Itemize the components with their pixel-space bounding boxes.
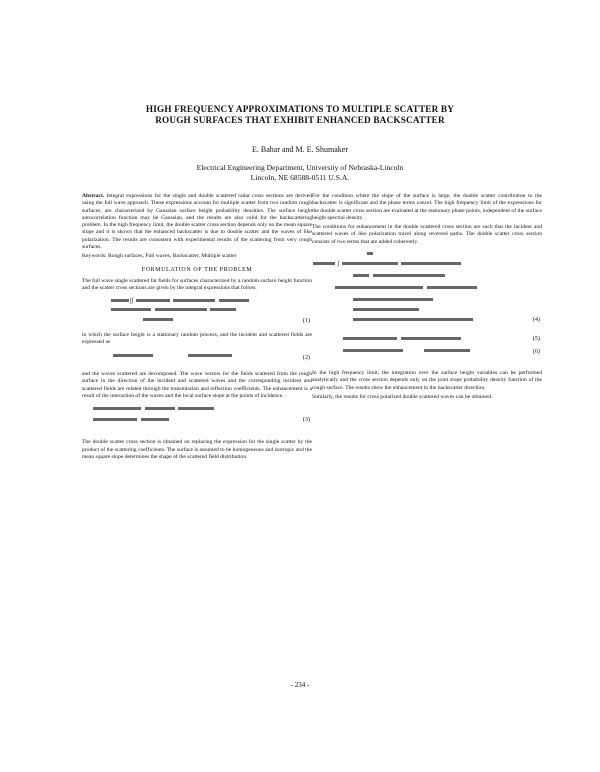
section-heading: FORMULATION OF THE PROBLEM <box>141 266 253 273</box>
keywords: Keywords: Rough surfaces, Full waves, Backscatter, Multiple scatter <box>82 253 237 260</box>
right-paragraph-4: Similarly, the results for cross polarized double scattered waves can be obtained. <box>312 393 493 400</box>
equation-1-line-3 <box>142 316 174 323</box>
left-paragraph-3: and the waves scattered are decomposed. The wave vectors for the fields scattered from the rough surface in the direction of the incident and scattered waves and the corresponding incident and scattered fields are related through the transmission and reflection coefficients. The enhancement is a result of the interaction of the waves and the local surface slope at the points of incidence. <box>82 371 312 400</box>
equation-5-line-2 <box>342 347 471 354</box>
affiliation-line-1: Electrical Engineering Department, University of Nebraska-Lincoln <box>196 163 404 172</box>
left-column <box>82 193 312 463</box>
title-line-1: HIGH FREQUENCY APPROXIMATIONS TO MULTIPLE SCATTER BY <box>145 104 455 114</box>
right-paragraph-1: For the condition where the slope of the surface is large, the double scatter contribution to the backscatter is significant and the phase terms cancel. The high frequency limit of the expressions for the double scatter cross section are evaluated at the stationary phase points, independent of the surface height spectral density. <box>312 193 542 221</box>
equation-4-line-7 <box>352 316 474 323</box>
equation-4-line-1 <box>366 250 374 257</box>
title-line-2: ROUGH SURFACES THAT EXHIBIT ENHANCED BACKSCATTER <box>155 115 445 125</box>
equation-5 <box>312 333 542 367</box>
equation-4-line-4 <box>334 284 478 291</box>
right-paragraph-2: The conditions for enhancement in the double scattered cross section are such that the incident and scattered waves of like polarization travel along reversed paths. The double scatter cross section consists of two terms that are added coherently. <box>312 224 542 245</box>
equation-1 <box>82 295 312 329</box>
equation-5-number: (5) <box>532 335 540 343</box>
equation-1-line-1: ∫∫ <box>110 297 250 304</box>
affiliation-line-2: Lincoln, NE 68588-0511 U.S.A. <box>250 173 350 182</box>
abstract <box>82 193 312 251</box>
right-column <box>312 193 542 403</box>
equation-1-number: (1) <box>302 316 310 324</box>
left-paragraph-1: The full wave single scattered far fields for surfaces characterized by a random surface height function and the scatter cross sections are given by the integral expressions that follow. <box>82 277 312 292</box>
abstract-label: Abstract. <box>82 193 105 199</box>
equation-2 <box>82 348 312 368</box>
equation-4-line-6 <box>352 306 420 313</box>
equation-2-body <box>112 352 233 359</box>
equation-3-line-2 <box>92 416 170 423</box>
equation-4-line-2: ∫ <box>312 260 462 267</box>
paper-title <box>110 104 490 126</box>
left-paragraph-4: The double scatter cross section is obtained on replacing the expression for the single scatter by the product of the scattering coefficients. The surface is assumed to be homogeneous and isotropic and the mean square slope determines the shape of the scattered field distribution. <box>82 439 312 460</box>
affiliation <box>150 163 450 183</box>
equation-5-line-1 <box>342 335 462 342</box>
equation-6-number: (6) <box>532 348 540 356</box>
left-paragraph-2: in which the surface height is a stationary random process, and the incident and scattered fields are expressed as <box>82 331 312 345</box>
author-list: E. Bahar and M. E. Shumaker <box>252 145 348 154</box>
page-number: - 234 - <box>290 681 310 689</box>
equation-4-line-3 <box>352 272 446 279</box>
equation-1-line-2 <box>110 306 237 313</box>
equation-3 <box>82 402 312 436</box>
equation-2-number: (2) <box>302 354 310 362</box>
abstract-text: Integral expressions for the single and double scattered radar cross sections are derived using the full wave approach. These expressions account for multiple scatter from two random rough surfaces, are characterized by Gaussian surface height probability densities. The surface height autocorrelation function may be Gaussian, and the results are also valid for the backscattering problem. In the high frequency limit, the double scatter cross section depends only on the mean square slope and it is shown that the enhanced backscatter is due to double scatter and the waves of like polarization. The results are consistent with experimental results of the scattering from very rough surfaces. <box>82 193 312 251</box>
equation-4 <box>312 248 542 330</box>
equation-3-line-1 <box>92 405 215 412</box>
right-paragraph-3: In the high frequency limit, the integration over the surface height variables can be performed analytically and the cross section depends only on the joint slope probability density function of the rough surface. The results show the enhancement in the backscatter direction. <box>312 370 542 391</box>
equation-3-number: (3) <box>302 416 310 424</box>
equation-4-line-5 <box>352 296 434 303</box>
equation-4-number: (4) <box>532 316 540 324</box>
